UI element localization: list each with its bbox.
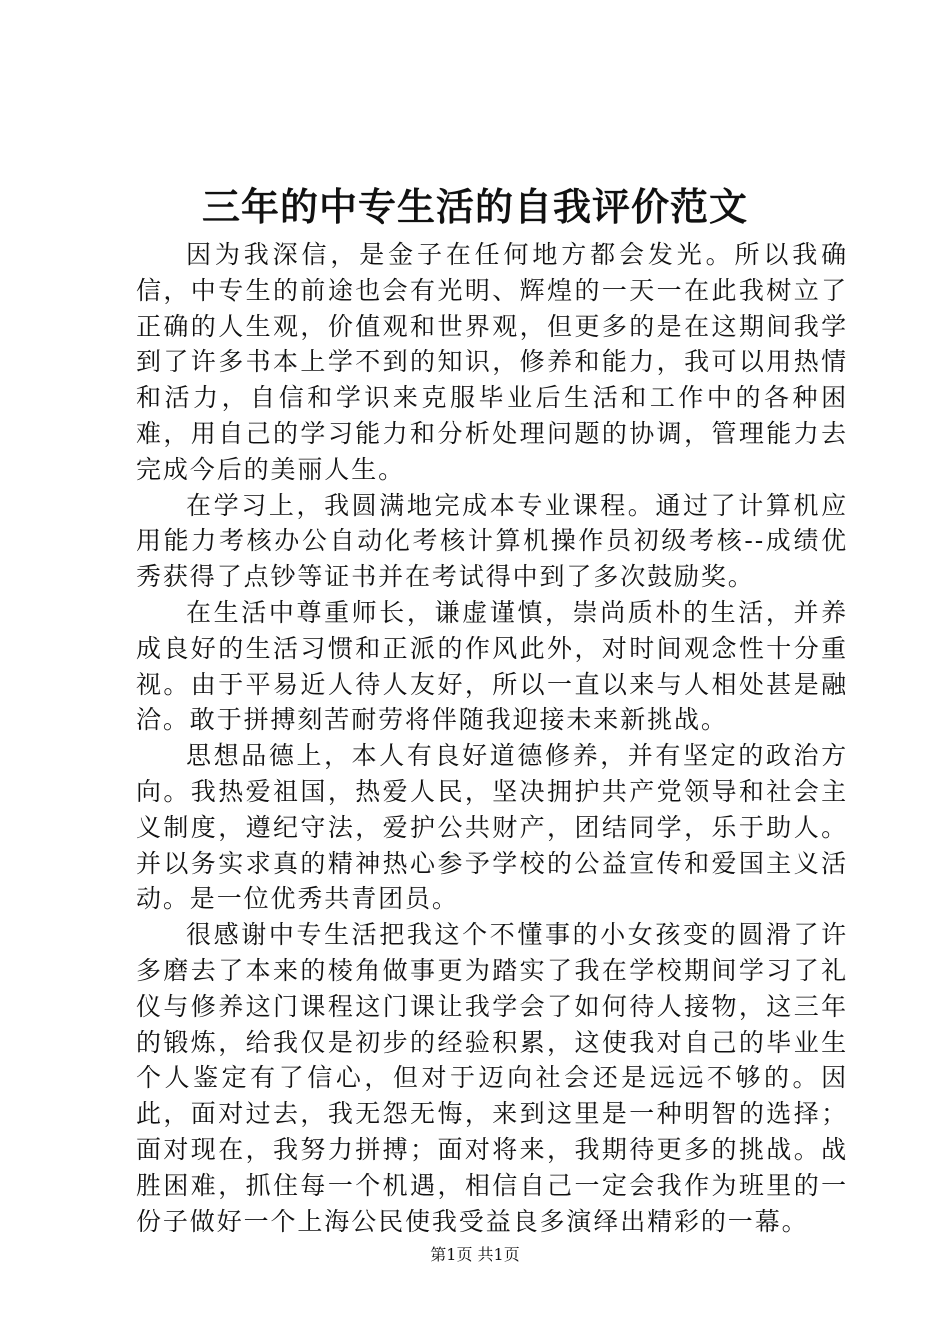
- paragraph-2: 在学习上，我圆满地完成本专业课程。通过了计算机应用能力考核办公自动化考核计算机操作员初级考核--成绩优秀获得了点钞等证书并在考试得中到了多次鼓励奖。: [136, 490, 848, 592]
- page-footer: 第1页 共1页: [430, 1245, 520, 1264]
- paragraph-5: 很感谢中专生活把我这个不懂事的小女孩变的圆滑了许多磨去了本来的棱角做事更为踏实了我在学校期间学习了礼仪与修养这门课程这门课让我学会了如何待人接物，这三年的锻炼，给我仅是初步的经验积累，这使我对自己的毕业生个人鉴定有了信心，但对于迈向社会还是远远不够的。因此，面对过去，我无怨无悔，来到这里是一种明智的选择；面对现在，我努力拼搏；面对将来，我期待更多的挑战。战胜困难，抓住每一个机遇，相信自己一定会我作为班里的一份子做好一个上海公民使我受益良多演绎出精彩的一幕。: [136, 920, 848, 1236]
- paragraph-3: 在生活中尊重师长，谦虚谨慎，崇尚质朴的生活，并养成良好的生活习惯和正派的作风此外，对时间观念性十分重视。由于平易近人待人友好，所以一直以来与人相处甚是融洽。敢于拼搏刻苦耐劳将伴随我迎接未来新挑战。: [136, 597, 848, 735]
- document-body: [136, 237, 848, 1239]
- document-title: 三年的中专生活的自我评价范文: [201, 185, 748, 229]
- paragraph-4: 思想品德上，本人有良好道德修养，并有坚定的政治方向。我热爱祖国，热爱人民，坚决拥护共产党领导和社会主义制度，遵纪守法，爱护公共财产，团结同学，乐于助人。并以务实求真的精神热心参予学校的公益宣传和爱国主义活动。是一位优秀共青团员。: [136, 741, 848, 914]
- paragraph-1: 因为我深信，是金子在任何地方都会发光。所以我确信，中专生的前途也会有光明、辉煌的一天一在此我树立了正确的人生观，价值观和世界观，但更多的是在这期间我学到了许多书本上学不到的知识，修养和能力，我可以用热情和活力，自信和学识来克服毕业后生活和工作中的各种困难，用自己的学习能力和分析处理问题的协调，管理能力去完成今后的美丽人生。: [136, 240, 848, 484]
